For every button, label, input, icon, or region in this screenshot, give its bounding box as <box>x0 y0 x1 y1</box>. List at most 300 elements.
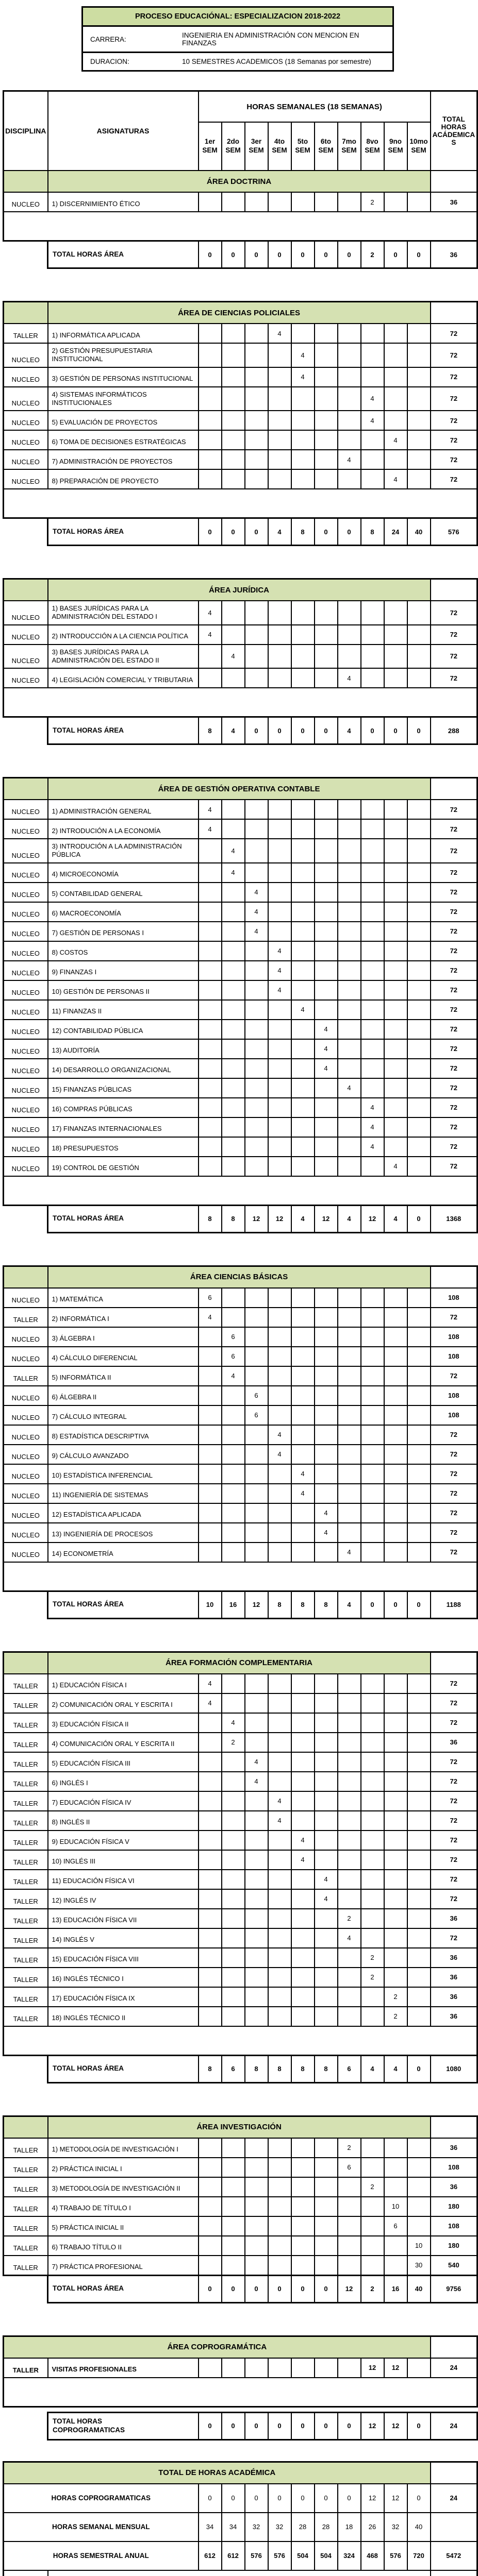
subject-total-hours-cell: 72 <box>431 1366 477 1386</box>
semester-hours-cell <box>291 1811 315 1831</box>
semester-hours-cell <box>291 863 315 883</box>
semester-hours-cell: 4 <box>315 1889 338 1909</box>
discipline-cell: NUCLEO <box>4 1078 48 1098</box>
subject-total-hours-cell: 72 <box>431 902 477 922</box>
subject-row <box>4 192 477 212</box>
semester-hours-cell <box>291 1503 315 1523</box>
semester-hours-cell <box>268 1889 291 1909</box>
semester-hours-cell <box>361 941 384 961</box>
semester-hours-cell <box>199 1948 222 1968</box>
semester-hours-cell <box>268 1484 291 1503</box>
subject-row <box>4 2256 477 2276</box>
semester-hours-cell <box>361 839 384 863</box>
semester-hours-cell <box>245 1987 268 2007</box>
semester-hours-cell <box>222 1693 245 1713</box>
semester-hours-cell <box>291 1791 315 1811</box>
semester-hours-cell <box>361 980 384 1000</box>
semester-hours-cell <box>199 1791 222 1811</box>
semester-hours-cell <box>315 469 338 489</box>
discipline-cell: NUCLEO <box>4 1327 48 1347</box>
semester-hours-cell <box>199 2007 222 2026</box>
semester-hours-cell <box>199 1098 222 1117</box>
area-band-row <box>4 171 477 192</box>
semester-hours-cell <box>361 922 384 941</box>
semester-hours-cell <box>222 980 245 1000</box>
subject-name: 4) COMUNICACIÓN ORAL Y ESCRITA II <box>48 1733 199 1752</box>
semester-hours-cell <box>338 1484 361 1503</box>
semester-hours-cell <box>315 450 338 469</box>
total-hours-cell: 0 <box>245 518 268 546</box>
subject-name: 3) ÁLGEBRA I <box>48 1327 199 1347</box>
semester-hours-cell: 4 <box>361 1137 384 1157</box>
semester-hours-cell <box>407 1288 431 1308</box>
subject-row <box>4 1347 477 1366</box>
semester-hours-cell <box>199 1078 222 1098</box>
subject-row <box>4 367 477 387</box>
semester-hours-cell <box>338 863 361 883</box>
total-hours-cell: 0 <box>338 518 361 546</box>
semester-hours-cell <box>245 1117 268 1137</box>
semester-header: 10mo SEM <box>407 122 431 171</box>
semester-hours-cell <box>315 601 338 625</box>
subject-row <box>4 961 477 980</box>
semester-hours-cell <box>384 1000 407 1020</box>
semester-hours-cell <box>222 2236 245 2256</box>
total-hours-cell: 12 <box>268 1205 291 1232</box>
semester-hours-cell <box>268 1464 291 1484</box>
semester-hours-cell <box>245 1137 268 1157</box>
semester-hours-cell <box>245 469 268 489</box>
semester-hours-cell <box>338 1968 361 1987</box>
subject-name: 2) COMUNICACIÓN ORAL Y ESCRITA I <box>48 1693 199 1713</box>
subject-total-hours-cell: 72 <box>431 1039 477 1059</box>
semester-hours-cell <box>245 1327 268 1347</box>
total-hours-cell: 16 <box>222 1591 245 1618</box>
area-band-row <box>4 2116 477 2138</box>
semester-hours-cell <box>199 1987 222 2007</box>
subject-total-hours-cell: 540 <box>431 2256 477 2276</box>
subject-total-hours-cell: 72 <box>431 1791 477 1811</box>
subject-name: 7) EDUCACIÓN FÍSICA IV <box>48 1791 199 1811</box>
filler-cell <box>4 212 431 241</box>
semester-hours-cell <box>407 367 431 387</box>
semester-hours-cell <box>361 2236 384 2256</box>
semester-hours-cell <box>315 1347 338 1366</box>
semester-hours-cell <box>199 922 222 941</box>
semester-hours-cell <box>315 1909 338 1928</box>
semester-hours-cell <box>361 1445 384 1464</box>
total-hours-cell: 0 <box>315 2275 338 2302</box>
subject-name: 16) COMPRAS PÚBLICAS <box>48 1098 199 1117</box>
semester-hours-cell <box>268 1117 291 1137</box>
semester-hours-cell <box>407 1948 431 1968</box>
semester-hours-cell <box>222 2007 245 2026</box>
semester-hours-cell <box>222 2138 245 2158</box>
semester-hours-cell <box>338 367 361 387</box>
semester-hours-cell <box>315 2197 338 2216</box>
semester-hours-cell <box>338 1791 361 1811</box>
semester-hours-cell <box>407 387 431 411</box>
semester-hours-cell <box>199 430 222 450</box>
area-table-formacion-complementaria <box>3 1651 478 2056</box>
subject-name: 11) INGENIERÍA DE SISTEMAS <box>48 1484 199 1503</box>
semester-hours-cell <box>268 411 291 430</box>
semester-hours-cell: 4 <box>315 1523 338 1543</box>
subject-name: 1) MATEMÁTICA <box>48 1288 199 1308</box>
semester-hours-cell <box>407 1347 431 1366</box>
area-total-row <box>47 517 478 546</box>
semester-hours-cell <box>199 2177 222 2197</box>
semester-hours-cell <box>315 411 338 430</box>
subject-name: 3) EDUCACIÓN FÍSICA II <box>48 1713 199 1733</box>
semester-hours-cell <box>268 883 291 902</box>
semester-hours-cell <box>361 1366 384 1386</box>
semester-hours-cell: 4 <box>338 1078 361 1098</box>
area-band-row <box>4 302 477 324</box>
semester-hours-cell <box>199 324 222 343</box>
subject-name: 17) FINANZAS INTERNACIONALES <box>48 1117 199 1137</box>
total-hours-cell: 0 <box>199 518 222 546</box>
subject-name: 14) INGLÉS V <box>48 1928 199 1948</box>
total-hours-cell: 0 <box>407 241 431 268</box>
subject-total-hours-cell: 108 <box>431 1347 477 1366</box>
discipline-cell: TALLER <box>4 1733 48 1752</box>
subject-row <box>4 1000 477 1020</box>
subject-name: 3) METODOLOGÍA DE INVESTIGACIÓN II <box>48 2177 199 2197</box>
semester-hours-cell: 4 <box>245 1752 268 1772</box>
total-hours-cell: 8 <box>222 1205 245 1232</box>
semester-hours-cell <box>315 668 338 688</box>
semester-hours-cell <box>245 1366 268 1386</box>
semester-hours-cell <box>222 1772 245 1791</box>
semester-hours-cell <box>315 1850 338 1870</box>
semester-hours-cell <box>338 883 361 902</box>
semester-hours-cell <box>245 1503 268 1523</box>
semester-hours-cell <box>245 1000 268 1020</box>
subject-total-hours-cell: 72 <box>431 1059 477 1078</box>
semester-hours-cell <box>384 1347 407 1366</box>
area-total-sum-cell: 36 <box>431 241 477 268</box>
semester-hours-cell: 4 <box>199 819 222 839</box>
semester-hours-cell <box>407 839 431 863</box>
semester-hours-cell <box>268 1039 291 1059</box>
subject-total-hours-cell: 36 <box>431 192 477 212</box>
discipline-cell: NUCLEO <box>4 1039 48 1059</box>
subject-total-hours-cell: 72 <box>431 367 477 387</box>
subject-name: VISITAS PROFESIONALES <box>48 2358 199 2378</box>
semester-hours-cell <box>338 1137 361 1157</box>
subject-total-hours-cell: 36 <box>431 1968 477 1987</box>
subject-name: 3) GESTIÓN DE PERSONAS INSTITUCIONAL <box>48 367 199 387</box>
program-header-box <box>81 6 394 72</box>
semester-hours-cell <box>407 192 431 212</box>
subject-total-hours-cell: 24 <box>431 2358 477 2378</box>
semester-hours-cell <box>407 324 431 343</box>
subject-total-hours-cell: 36 <box>431 1733 477 1752</box>
subject-row <box>4 1909 477 1928</box>
discipline-cell: NUCLEO <box>4 1288 48 1308</box>
semester-hours-cell <box>407 2007 431 2026</box>
semester-hours-cell <box>268 1405 291 1425</box>
semester-hours-cell <box>291 469 315 489</box>
total-row-label-text: TOTAL HORAS ÁREA <box>53 2064 124 2073</box>
subject-name: 11) EDUCACIÓN FÍSICA VI <box>48 1870 199 1889</box>
area-total-row <box>47 2055 478 2083</box>
semester-hours-cell <box>315 1772 338 1791</box>
semester-hours-cell <box>315 1157 338 1176</box>
semester-hours-cell <box>338 601 361 625</box>
subject-total-hours-cell: 72 <box>431 1020 477 1039</box>
summary-value-cell: 28 <box>291 2513 315 2541</box>
semester-hours-cell <box>384 1772 407 1791</box>
semester-hours-cell <box>407 1928 431 1948</box>
discipline-cell: NUCLEO <box>4 1117 48 1137</box>
semester-hours-cell <box>361 961 384 980</box>
semester-hours-cell <box>222 450 245 469</box>
total-row <box>48 717 477 744</box>
semester-hours-cell <box>361 2197 384 2216</box>
semester-hours-cell <box>407 1674 431 1693</box>
semester-hours-cell <box>268 1098 291 1117</box>
semester-hours-cell <box>245 367 268 387</box>
semester-hours-cell <box>384 1405 407 1425</box>
semester-hours-cell <box>268 601 291 625</box>
semester-hours-cell <box>315 1445 338 1464</box>
semester-hours-cell <box>407 625 431 645</box>
semester-hours-cell <box>291 1347 315 1366</box>
semester-hours-cell <box>245 961 268 980</box>
semester-hours-cell <box>199 1523 222 1543</box>
semester-hours-cell <box>268 1987 291 2007</box>
subject-total-hours-cell: 72 <box>431 450 477 469</box>
semester-hours-cell <box>199 1366 222 1386</box>
discipline-cell: TALLER <box>4 324 48 343</box>
semester-hours-cell <box>268 1288 291 1308</box>
semester-header: 9no SEM <box>384 122 407 171</box>
semester-hours-cell <box>315 863 338 883</box>
semester-hours-cell <box>315 1137 338 1157</box>
semester-hours-cell <box>384 1059 407 1078</box>
semester-hours-cell <box>407 1909 431 1928</box>
semester-hours-cell <box>338 980 361 1000</box>
subject-name: 5) INFORMÁTICA II <box>48 1366 199 1386</box>
semester-hours-cell <box>361 1405 384 1425</box>
semester-header: 2do SEM <box>222 122 245 171</box>
semester-hours-cell <box>315 1791 338 1811</box>
subject-total-hours-cell: 72 <box>431 980 477 1000</box>
semester-hours-cell <box>384 601 407 625</box>
semester-hours-cell <box>222 2256 245 2276</box>
subject-name: 3) INTRODUCIÓN A LA ADMINISTRACIÓN PÚBLICA <box>48 839 199 863</box>
discipline-cell: TALLER <box>4 2236 48 2256</box>
summary-value-cell: 0 <box>222 2484 245 2513</box>
total-row-label <box>48 241 199 268</box>
semester-hours-cell <box>315 1811 338 1831</box>
semester-hours-cell <box>407 1157 431 1176</box>
subject-name: 1) BASES JURÍDICAS PARA LA ADMINISTRACIÓN DEL ESTADO I <box>48 601 199 625</box>
area-table-ciencias-basicas <box>3 1265 478 1592</box>
semester-hours-cell <box>338 961 361 980</box>
semester-hours-cell <box>384 1039 407 1059</box>
subject-total-hours-cell: 72 <box>431 1425 477 1445</box>
subject-total-hours-cell: 72 <box>431 469 477 489</box>
semester-hours-cell <box>338 2197 361 2216</box>
subject-row <box>4 819 477 839</box>
total-hours-cell: 0 <box>222 241 245 268</box>
semester-hours-cell <box>384 800 407 819</box>
semester-hours-cell: 30 <box>407 2256 431 2276</box>
subject-total-hours-cell: 72 <box>431 625 477 645</box>
semester-hours-cell <box>315 1928 338 1948</box>
semester-hours-cell <box>315 1987 338 2007</box>
semester-hours-cell <box>407 668 431 688</box>
semester-hours-cell <box>361 1870 384 1889</box>
subject-total-hours-cell: 72 <box>431 1889 477 1909</box>
total-hours-cell: 4 <box>384 1205 407 1232</box>
discipline-cell: TALLER <box>4 1948 48 1968</box>
total-hours-cell: 8 <box>199 2055 222 2082</box>
semester-hours-cell <box>291 2216 315 2236</box>
semester-hours-cell <box>361 1987 384 2007</box>
area-band-left-cell <box>4 1652 48 1674</box>
semester-hours-cell <box>315 941 338 961</box>
semester-hours-cell <box>291 941 315 961</box>
total-hours-cell: 0 <box>291 2412 315 2439</box>
semester-hours-cell: 12 <box>384 2358 407 2378</box>
subject-name: 13) INGENIERÍA DE PROCESOS <box>48 1523 199 1543</box>
semester-hours-cell <box>245 800 268 819</box>
semester-hours-cell: 4 <box>291 1850 315 1870</box>
semester-hours-cell <box>338 922 361 941</box>
semester-hours-cell <box>315 961 338 980</box>
semester-hours-cell <box>338 1948 361 1968</box>
semester-hours-cell <box>245 863 268 883</box>
subject-total-hours-cell: 72 <box>431 1928 477 1948</box>
subject-total-hours-cell: 72 <box>431 601 477 625</box>
subject-name: 15) EDUCACIÓN FÍSICA VIII <box>48 1948 199 1968</box>
subject-name: 7) ADMINISTRACIÓN DE PROYECTOS <box>48 450 199 469</box>
semester-hours-cell <box>384 980 407 1000</box>
subject-row <box>4 2158 477 2177</box>
semester-hours-cell <box>268 1347 291 1366</box>
total-hours-cell: 8 <box>315 1591 338 1618</box>
semester-hours-cell <box>384 343 407 367</box>
total-hours-cell: 0 <box>268 241 291 268</box>
semester-hours-cell <box>291 1909 315 1928</box>
subject-name: 5) EDUCACIÓN FÍSICA III <box>48 1752 199 1772</box>
summary-value-cell: 720 <box>407 2541 431 2570</box>
filler-row <box>4 1176 477 1206</box>
semester-hours-cell <box>268 839 291 863</box>
subject-name: 14) ECONOMETRÍA <box>48 1543 199 1562</box>
subject-total-hours-cell: 72 <box>431 941 477 961</box>
semester-hours-cell <box>384 1117 407 1137</box>
semester-hours-cell <box>407 1733 431 1752</box>
semester-hours-cell <box>361 800 384 819</box>
semester-hours-cell <box>361 1811 384 1831</box>
semester-hours-cell <box>199 645 222 669</box>
semester-hours-cell <box>315 1948 338 1968</box>
semester-hours-cell <box>338 1020 361 1039</box>
subject-name: 9) CÁLCULO AVANZADO <box>48 1445 199 1464</box>
subject-name: 4) CÁLCULO DIFERENCIAL <box>48 1347 199 1366</box>
semester-hours-cell <box>245 1445 268 1464</box>
subject-row <box>4 1674 477 1693</box>
semester-hours-cell <box>222 1889 245 1909</box>
subject-row <box>4 1288 477 1308</box>
semester-hours-cell <box>291 1078 315 1098</box>
semester-hours-cell <box>361 819 384 839</box>
semester-hours-cell <box>361 1713 384 1733</box>
discipline-cell: NUCLEO <box>4 601 48 625</box>
semester-hours-cell <box>268 1752 291 1772</box>
carrera-row <box>83 27 392 52</box>
semester-hours-cell <box>338 625 361 645</box>
semester-hours-cell <box>268 2216 291 2236</box>
semester-hours-cell <box>245 1733 268 1752</box>
semester-hours-cell <box>315 1543 338 1562</box>
discipline-cell: NUCLEO <box>4 192 48 212</box>
semester-hours-cell: 4 <box>245 922 268 941</box>
semester-hours-cell <box>384 2256 407 2276</box>
semester-hours-cell <box>384 1020 407 1039</box>
semester-hours-cell <box>338 411 361 430</box>
total-hours-cell: 16 <box>384 2275 407 2302</box>
semester-hours-cell <box>291 2138 315 2158</box>
subject-total-hours-cell: 108 <box>431 1327 477 1347</box>
discipline-cell: NUCLEO <box>4 941 48 961</box>
subject-total-hours-cell: 36 <box>431 1987 477 2007</box>
semester-hours-cell <box>199 1425 222 1445</box>
semester-hours-cell <box>384 1733 407 1752</box>
total-hours-cell: 0 <box>291 2275 315 2302</box>
semester-hours-cell <box>338 645 361 669</box>
subject-total-hours-cell: 72 <box>431 1117 477 1137</box>
subject-total-hours-cell: 72 <box>431 1137 477 1157</box>
subject-row <box>4 1308 477 1327</box>
filler-cell <box>4 1562 431 1591</box>
semester-hours-cell: 2 <box>222 1733 245 1752</box>
semester-hours-cell <box>199 1445 222 1464</box>
semester-hours-cell <box>245 1543 268 1562</box>
semester-hours-cell <box>199 1850 222 1870</box>
semester-hours-cell <box>315 2007 338 2026</box>
summary-value-cell: 12 <box>384 2484 407 2513</box>
total-hours-cell: 8 <box>291 1591 315 1618</box>
semester-hours-cell <box>291 1445 315 1464</box>
semester-hours-cell <box>268 1733 291 1752</box>
semester-hours-cell <box>315 1000 338 1020</box>
summary-value-cell: 324 <box>338 2541 361 2570</box>
semester-hours-cell <box>245 1464 268 1484</box>
semester-hours-cell <box>407 411 431 430</box>
semester-hours-cell <box>407 863 431 883</box>
semester-hours-cell <box>268 668 291 688</box>
semester-hours-cell <box>361 1464 384 1484</box>
total-hours-cell: 0 <box>268 2412 291 2439</box>
discipline-cell: TALLER <box>4 1752 48 1772</box>
semester-hours-cell <box>407 1523 431 1543</box>
summary-row-label: HORAS COPROGRAMATICAS <box>4 2484 199 2513</box>
subject-name: 1) METODOLOGÍA DE INVESTIGACIÓN I <box>48 2138 199 2158</box>
semester-hours-cell <box>361 902 384 922</box>
discipline-cell: TALLER <box>4 1308 48 1327</box>
carrera-label: CARRERA: <box>90 36 182 43</box>
semester-hours-cell <box>245 1791 268 1811</box>
subject-total-hours-cell: 72 <box>431 1157 477 1176</box>
semester-hours-cell <box>222 1059 245 1078</box>
subject-row <box>4 1733 477 1752</box>
